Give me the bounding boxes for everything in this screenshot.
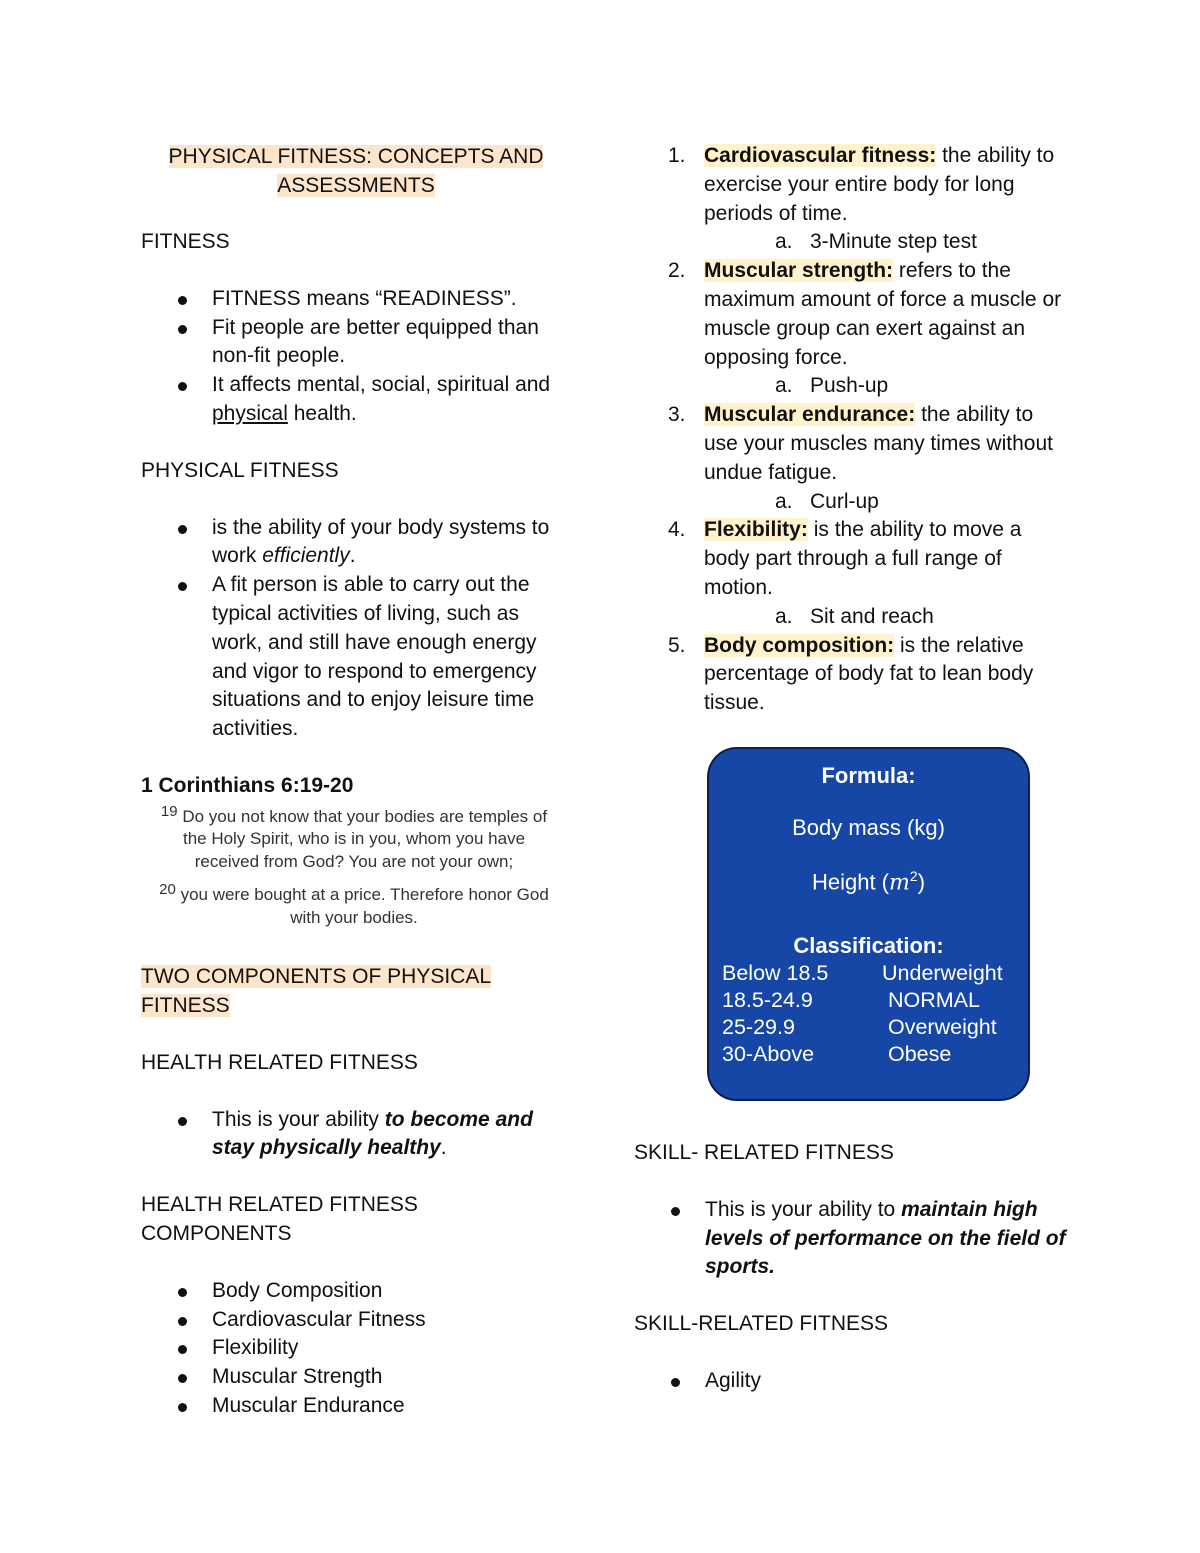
list-item: This is your ability to become and stay physically healthy. [141, 1106, 571, 1164]
verse-reference: 1 Corinthians 6:19-20 [141, 773, 354, 797]
list-item: Cardiovascular Fitness [141, 1306, 571, 1335]
fitness-heading: FITNESS [141, 230, 230, 253]
title-line-2: ASSESSMENTS [277, 174, 435, 197]
list-item: It affects mental, social, spiritual and physical health. [141, 371, 571, 429]
classification-title: Classification: [793, 933, 944, 958]
list-item: 1. Cardiovascular fitness: the ability to exercise your entire body for long periods of time. a. 3-Minute step test [668, 142, 1068, 257]
list-item: Muscular Strength [141, 1363, 571, 1392]
list-item: A fit person is able to carry out the typical activities of living, such as work, and still have enough energy and vigor to respond to emergency situations and to enjoy leisure time activities. [141, 571, 571, 744]
fitness-list [141, 285, 571, 429]
list-item: FITNESS means “READINESS”. [141, 285, 571, 314]
health-components-list [141, 1277, 571, 1421]
list-item: This is your ability to maintain high levels of performance on the field of sports. [634, 1196, 1074, 1282]
formula-numerator: Body mass (kg) [792, 815, 945, 840]
skill-related-components-list [634, 1367, 1074, 1396]
formula-title: Formula: [821, 763, 916, 788]
sub-item: a. Sit and reach [775, 604, 934, 628]
health-related-list [141, 1106, 571, 1164]
health-related-heading: HEALTH RELATED FITNESS [141, 1050, 418, 1074]
table-row: 30-Above Obese [722, 1042, 952, 1066]
skill-related-heading: SKILL- RELATED FITNESS [634, 1141, 894, 1164]
verse-19: $^{19}$ Do you not know that your bodies are temples of the Holy Spirit, who is in you, whom you have received from God? You are not your own; [160, 802, 548, 871]
skill-related-heading-2: SKILL-RELATED FITNESS [634, 1312, 889, 1336]
bmi-formula-box [707, 747, 1030, 1101]
physical-fitness-heading: PHYSICAL FITNESS [141, 458, 339, 482]
verse-20: $^{20}$ you were bought at a price. Therefore honor God with your bodies. [159, 881, 549, 927]
list-item: Body Composition [141, 1277, 571, 1306]
physical-fitness-list [141, 514, 571, 744]
list-item: 3. Muscular endurance: the ability to use your muscles many times without undue fatigue. a. Curl-up [668, 401, 1068, 516]
list-item: Agility [634, 1367, 1074, 1396]
formula-denominator: Height $(m^2)$ [811, 868, 926, 896]
table-row: Below 18.5 Underweight [722, 961, 1003, 985]
table-row: 18.5-24.9 NORMAL [722, 988, 980, 1012]
title-line-1: PHYSICAL FITNESS: CONCEPTS AND [168, 145, 544, 168]
left-column [141, 142, 571, 1421]
two-components-heading: TWO COMPONENTS OF PHYSICAL FITNESS [141, 965, 492, 1018]
list-item: is the ability of your body systems to work efficiently. [141, 514, 571, 572]
list-item: Fit people are better equipped than non-fit people. [141, 314, 571, 372]
classification-table [722, 960, 1020, 1068]
table-row: 25-29.9 Overweight [722, 1015, 997, 1039]
list-item: 5. Body composition: is the relative percentage of body fat to lean body tissue. [668, 633, 1034, 715]
list-item: Flexibility [141, 1334, 571, 1363]
sub-item: a. Push-up [775, 374, 889, 398]
list-item: 4. Flexibility: is the ability to move a body part through a full range of motion. a. Sit and reach [668, 516, 1068, 631]
right-column [668, 142, 1068, 718]
list-item: Muscular Endurance [141, 1392, 571, 1421]
sub-item: a. 3-Minute step test [775, 230, 977, 254]
sub-item: a. Curl-up [775, 489, 879, 513]
skill-related-section [634, 1139, 1074, 1396]
health-components-heading: HEALTH RELATED FITNESS COMPONENTS [141, 1193, 418, 1246]
list-item: 2. Muscular strength: refers to the maximum amount of force a muscle or muscle group can exert against an opposing force. a. Push-up [668, 257, 1068, 401]
skill-related-list [634, 1196, 1074, 1282]
components-numbered-list [668, 142, 1068, 718]
page-title [141, 142, 571, 200]
